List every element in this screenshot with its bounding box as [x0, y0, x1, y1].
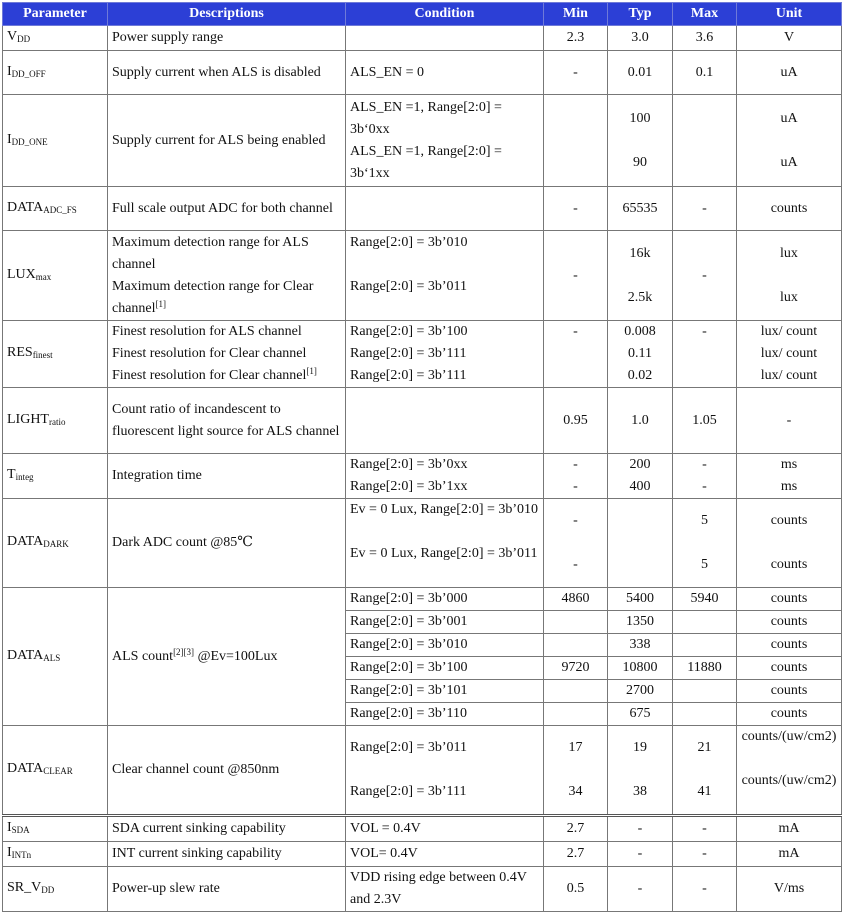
param-cell: $RES_{finest}$ [3, 321, 108, 388]
desc-cell: Power-up slew rate [108, 867, 346, 912]
unit-cell [737, 321, 842, 388]
header-unit: Unit [737, 3, 842, 26]
min-cell: 2.3 [544, 26, 608, 51]
desc-cell: Count ratio of incandescent to fluorescent light source for ALS channel [108, 388, 346, 454]
desc-line: Finest resolution for ALS channel [112, 324, 302, 339]
typ-cell: 1.0 [608, 388, 673, 454]
cond-line: Range[2:0] = 3b’010 [350, 234, 468, 250]
param-cell: $DATA_{DARK}$ [3, 499, 108, 588]
param-cell: $DATA_{ALS}$ [3, 588, 108, 726]
typ-value: 0.02 [627, 368, 653, 383]
table-row [3, 867, 842, 912]
min-cell [544, 634, 608, 657]
cond-cell: Range[2:0] = 3b’010 [346, 634, 544, 657]
cond-cell [346, 231, 544, 321]
typ-value: 2.5k [627, 289, 653, 305]
unit-value: lux/ count [760, 368, 818, 383]
cond-line: Ev = 0 Lux, Range[2:0] = 3b’011 [350, 546, 538, 561]
desc-cell: Clear channel count @850nm [108, 726, 346, 816]
desc-line: Maximum detection range for Clear channel[1] [112, 278, 314, 316]
header-condition: Condition [346, 3, 544, 26]
cond-cell: Range[2:0] = 3b’000 [346, 588, 544, 611]
desc-cell: Integration time [108, 454, 346, 499]
unit-cell: counts [737, 611, 842, 634]
max-value: - [702, 479, 707, 494]
desc-cell: Power supply range [108, 26, 346, 51]
max-cell: 3.6 [673, 26, 737, 51]
cond-cell [346, 726, 544, 816]
max-cell: - [673, 842, 737, 867]
table-row [3, 816, 842, 842]
header-min: Min [544, 3, 608, 26]
typ-cell: 5400 [608, 588, 673, 611]
cond-cell [346, 95, 544, 187]
max-cell: 1.05 [673, 388, 737, 454]
unit-value: lux [780, 289, 798, 305]
typ-value: 16k [629, 245, 651, 261]
typ-cell: 0.01 [608, 51, 673, 95]
min-cell [544, 680, 608, 703]
typ-value: 200 [629, 457, 651, 472]
min-value: - [573, 479, 578, 494]
min-cell: 2.7 [544, 816, 608, 842]
typ-cell [608, 231, 673, 321]
min-cell: - [544, 231, 608, 321]
cond-cell: VOL= 0.4V [346, 842, 544, 867]
min-cell: 0.95 [544, 388, 608, 454]
table-row [3, 51, 842, 95]
param-cell: $I_{DD\_OFF}$ [3, 51, 108, 95]
typ-value: 400 [629, 479, 651, 494]
min-cell [544, 703, 608, 726]
min-value: - [573, 457, 578, 472]
unit-cell [737, 454, 842, 499]
unit-cell [737, 95, 842, 187]
max-cell [673, 454, 737, 499]
desc-cell [108, 231, 346, 321]
max-cell [673, 726, 737, 816]
cond-cell [346, 187, 544, 231]
param-cell: $DATA_{ADC\_FS}$ [3, 187, 108, 231]
cond-line: ALS_EN =1, Range[2:0] = 3b‘1xx [350, 143, 502, 181]
unit-value: counts [770, 513, 808, 528]
table-row [3, 726, 842, 816]
max-cell [673, 499, 737, 588]
header-row [3, 3, 842, 26]
desc-cell: Full scale output ADC for both channel [108, 187, 346, 231]
param-cell: $T_{integ}$ [3, 454, 108, 499]
max-cell: - [673, 867, 737, 912]
max-cell: - [673, 231, 737, 321]
unit-value: uA [780, 154, 798, 170]
desc-cell [108, 321, 346, 388]
desc-cell: Dark ADC count @85℃ [108, 499, 346, 588]
min-cell: - [544, 187, 608, 231]
min-value: 17 [568, 740, 583, 755]
table-row [3, 26, 842, 51]
max-cell: 0.1 [673, 51, 737, 95]
table-row [3, 95, 842, 187]
cond-line: Range[2:0] = 3b’0xx [350, 457, 468, 472]
unit-value: lux/ count [760, 324, 818, 339]
max-value: 5 [701, 557, 708, 572]
typ-cell: 1350 [608, 611, 673, 634]
cond-cell: Range[2:0] = 3b’100 [346, 657, 544, 680]
min-value: - [573, 557, 578, 572]
typ-cell [608, 726, 673, 816]
min-value: - [573, 324, 578, 339]
table-row [3, 231, 842, 321]
cond-cell [346, 388, 544, 454]
typ-cell: 675 [608, 703, 673, 726]
cond-cell [346, 499, 544, 588]
unit-value: counts/(uw/cm2) [741, 773, 837, 788]
typ-value: 38 [633, 784, 647, 799]
param-cell: $I_{DD\_ONE}$ [3, 95, 108, 187]
cond-line: Range[2:0] = 3b’1xx [350, 479, 468, 494]
typ-value: 0.008 [624, 324, 656, 339]
unit-cell: mA [737, 842, 842, 867]
max-cell [673, 703, 737, 726]
electrical-characteristics-table [2, 2, 842, 912]
unit-cell: V/ms [737, 867, 842, 912]
min-cell: 2.7 [544, 842, 608, 867]
cond-cell [346, 26, 544, 51]
unit-value: counts [770, 557, 808, 572]
desc-cell: Supply current when ALS is disabled [108, 51, 346, 95]
cond-line: Range[2:0] = 3b’100 [350, 324, 468, 339]
max-cell [673, 611, 737, 634]
max-cell: - [673, 816, 737, 842]
typ-value: 0.11 [628, 346, 652, 361]
unit-cell: counts [737, 634, 842, 657]
param-cell: $DATA_{CLEAR}$ [3, 726, 108, 816]
cond-line: ALS_EN =1, Range[2:0] = 3b‘0xx [350, 99, 502, 137]
typ-cell [608, 321, 673, 388]
max-cell [673, 680, 737, 703]
cond-line: Ev = 0 Lux, Range[2:0] = 3b’010 [350, 502, 539, 517]
max-cell: - [673, 187, 737, 231]
desc-line: Finest resolution for Clear channel[1] [112, 366, 317, 383]
cond-cell: Range[2:0] = 3b’110 [346, 703, 544, 726]
unit-cell: counts [737, 187, 842, 231]
param-cell: $LUX_{max}$ [3, 231, 108, 321]
header-descriptions: Descriptions [108, 3, 346, 26]
param-cell: $LIGHT_{ratio}$ [3, 388, 108, 454]
min-cell: - [544, 51, 608, 95]
unit-value: lux/ count [760, 346, 818, 361]
table-row [3, 588, 842, 611]
cond-cell: VOL = 0.4V [346, 816, 544, 842]
desc-cell: Supply current for ALS being enabled [108, 95, 346, 187]
unit-cell: uA [737, 51, 842, 95]
cond-cell: VDD rising edge between 0.4V and 2.3V [346, 867, 544, 912]
cond-cell [346, 454, 544, 499]
typ-cell: 65535 [608, 187, 673, 231]
cond-line: Range[2:0] = 3b’011 [350, 278, 468, 294]
cond-cell [346, 321, 544, 388]
cond-cell: Range[2:0] = 3b’101 [346, 680, 544, 703]
unit-value: lux [780, 245, 798, 261]
typ-cell [608, 454, 673, 499]
cond-line: Range[2:0] = 3b’111 [350, 368, 467, 383]
unit-cell: counts [737, 680, 842, 703]
max-cell: 11880 [673, 657, 737, 680]
unit-cell: counts [737, 588, 842, 611]
desc-cell: SDA current sinking capability [108, 816, 346, 842]
cond-cell: ALS_EN = 0 [346, 51, 544, 95]
header-parameter: Parameter [3, 3, 108, 26]
cond-cell: Range[2:0] = 3b’001 [346, 611, 544, 634]
header-typ: Typ [608, 3, 673, 26]
unit-value: ms [780, 479, 798, 494]
min-cell: 9720 [544, 657, 608, 680]
typ-cell [608, 499, 673, 588]
min-cell: 4860 [544, 588, 608, 611]
min-value: - [573, 513, 578, 528]
min-cell [544, 95, 608, 187]
min-cell [544, 454, 608, 499]
table-row [3, 499, 842, 588]
param-cell: $I_{INTn}$ [3, 842, 108, 867]
unit-cell: mA [737, 816, 842, 842]
min-cell [544, 611, 608, 634]
unit-value: uA [780, 110, 798, 126]
typ-cell: 2700 [608, 680, 673, 703]
table-row [3, 454, 842, 499]
min-cell [544, 726, 608, 816]
param-cell: $I_{SDA}$ [3, 816, 108, 842]
unit-cell: V [737, 26, 842, 51]
cond-line: Range[2:0] = 3b’111 [350, 346, 467, 361]
unit-cell [737, 499, 842, 588]
max-cell [673, 95, 737, 187]
typ-cell [608, 95, 673, 187]
unit-cell [737, 726, 842, 816]
typ-cell: - [608, 816, 673, 842]
unit-cell: counts [737, 657, 842, 680]
param-cell: $V_{DD}$ [3, 26, 108, 51]
max-value: 21 [697, 740, 712, 755]
max-value: - [702, 324, 707, 339]
desc-line: Maximum detection range for ALS channel [112, 234, 309, 272]
cond-line: Range[2:0] = 3b’011 [350, 740, 468, 755]
unit-cell: counts [737, 703, 842, 726]
typ-cell: 10800 [608, 657, 673, 680]
param-cell: $SR\_V_{DD}$ [3, 867, 108, 912]
unit-cell [737, 231, 842, 321]
unit-value: ms [780, 457, 798, 472]
typ-cell: 338 [608, 634, 673, 657]
min-cell [544, 321, 608, 388]
desc-line: Finest resolution for Clear channel [112, 346, 307, 361]
table-row [3, 842, 842, 867]
cond-line: Range[2:0] = 3b’111 [350, 784, 467, 799]
typ-value: 19 [633, 740, 647, 755]
typ-cell: 3.0 [608, 26, 673, 51]
min-value: 34 [568, 784, 583, 799]
max-value: 5 [701, 513, 708, 528]
min-cell: 0.5 [544, 867, 608, 912]
typ-value: 90 [633, 154, 647, 170]
table-row [3, 388, 842, 454]
typ-value: 100 [629, 110, 651, 126]
typ-cell: - [608, 842, 673, 867]
max-cell [673, 321, 737, 388]
unit-value: counts/(uw/cm2) [741, 729, 837, 744]
table-row [3, 321, 842, 388]
header-max: Max [673, 3, 737, 26]
max-cell: 5940 [673, 588, 737, 611]
max-cell [673, 634, 737, 657]
desc-cell: INT current sinking capability [108, 842, 346, 867]
table-row [3, 187, 842, 231]
desc-cell: ALS count[2][3] @Ev=100Lux [108, 588, 346, 726]
max-value: - [702, 457, 707, 472]
unit-cell: - [737, 388, 842, 454]
max-value: 41 [697, 784, 712, 799]
typ-cell: - [608, 867, 673, 912]
min-cell [544, 499, 608, 588]
